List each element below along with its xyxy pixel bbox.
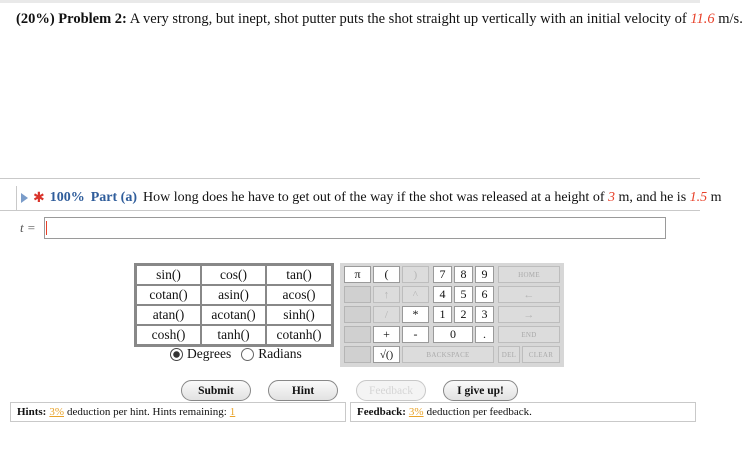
- home-key[interactable]: HOME: [498, 266, 560, 283]
- key-1[interactable]: 1: [433, 306, 452, 323]
- top-divider: [0, 0, 700, 3]
- tall-value: 1.5: [689, 190, 708, 205]
- blank-key-2: [344, 306, 371, 323]
- key-6[interactable]: 6: [475, 286, 494, 303]
- feedback-pct: 3%: [408, 406, 424, 418]
- part-text-c: m: [710, 190, 722, 205]
- part-text-b: m, and he is: [618, 190, 687, 205]
- key-5[interactable]: 5: [454, 286, 473, 303]
- part-label: Part (a): [90, 190, 137, 205]
- fn-tan-button[interactable]: tan(): [266, 265, 332, 285]
- dot-key[interactable]: .: [475, 326, 494, 343]
- answer-input[interactable]: [44, 217, 666, 239]
- fn-cotanh-button[interactable]: cotanh(): [266, 325, 332, 345]
- problem-statement: [16, 11, 743, 28]
- fn-tanh-button[interactable]: tanh(): [201, 325, 266, 345]
- caret-key[interactable]: ^: [402, 286, 429, 303]
- clear-key[interactable]: CLEAR: [522, 346, 560, 363]
- fn-cos-button[interactable]: cos(): [201, 265, 266, 285]
- text-caret: [46, 221, 47, 235]
- fn-asin-button[interactable]: asin(): [201, 285, 266, 305]
- fn-sinh-button[interactable]: sinh(): [266, 305, 332, 325]
- hints-info: [10, 402, 346, 422]
- open-paren-key[interactable]: (: [373, 266, 400, 283]
- hints-remaining: 1: [229, 406, 236, 418]
- multiply-key[interactable]: *: [402, 306, 429, 323]
- key-9[interactable]: 9: [475, 266, 494, 283]
- submit-button[interactable]: Submit: [181, 380, 251, 401]
- slash-key[interactable]: /: [373, 306, 400, 323]
- del-key[interactable]: DEL: [498, 346, 520, 363]
- feedback-info: [350, 402, 696, 422]
- blank-key-3: [344, 326, 371, 343]
- up-arrow-key[interactable]: ↑: [373, 286, 400, 303]
- blank-key-4: [344, 346, 371, 363]
- problem-weight: (20%): [16, 11, 55, 27]
- hints-label: Hints:: [17, 406, 47, 418]
- feedback-label: Feedback:: [357, 406, 406, 418]
- fn-sin-button[interactable]: sin(): [136, 265, 201, 285]
- degrees-radio[interactable]: [170, 348, 183, 361]
- plus-key[interactable]: +: [373, 326, 400, 343]
- angle-mode: [170, 346, 302, 362]
- part-header: [16, 186, 722, 210]
- action-buttons: [0, 377, 700, 401]
- answer-row: [20, 217, 666, 239]
- close-paren-key[interactable]: ): [402, 266, 429, 283]
- number-pad: [340, 263, 564, 367]
- fn-atan-button[interactable]: atan(): [136, 305, 201, 325]
- fn-acotan-button[interactable]: acotan(): [201, 305, 266, 325]
- section-divider: [0, 178, 700, 179]
- hints-text: deduction per hint. Hints remaining:: [67, 406, 227, 418]
- velocity-value: 11.6: [690, 11, 715, 27]
- backspace-key[interactable]: BACKSPACE: [402, 346, 494, 363]
- give-up-button[interactable]: I give up!: [443, 380, 518, 401]
- radians-radio[interactable]: [241, 348, 254, 361]
- fn-cotan-button[interactable]: cotan(): [136, 285, 201, 305]
- hints-pct: 3%: [49, 406, 65, 418]
- pi-key[interactable]: π: [344, 266, 371, 283]
- answer-label: t =: [20, 220, 36, 235]
- sqrt-key[interactable]: √(): [373, 346, 400, 363]
- function-table: [134, 263, 334, 347]
- velocity-unit: m/s.: [718, 11, 743, 27]
- key-4[interactable]: 4: [433, 286, 452, 303]
- function-grid: [134, 263, 334, 347]
- key-0[interactable]: 0: [433, 326, 473, 343]
- feedback-button[interactable]: Feedback: [356, 380, 426, 401]
- problem-label: Problem 2:: [58, 11, 127, 27]
- end-key[interactable]: END: [498, 326, 560, 343]
- play-icon[interactable]: [21, 193, 28, 203]
- part-divider: [0, 210, 700, 211]
- radians-label: Radians: [258, 346, 302, 361]
- feedback-text: deduction per feedback.: [426, 406, 532, 418]
- fn-acos-button[interactable]: acos(): [266, 285, 332, 305]
- minus-key[interactable]: -: [402, 326, 429, 343]
- right-arrow-key[interactable]: →: [498, 306, 560, 323]
- key-7[interactable]: 7: [433, 266, 452, 283]
- height-value: 3: [607, 190, 615, 205]
- fn-cosh-button[interactable]: cosh(): [136, 325, 201, 345]
- calculator-keypad: [134, 263, 564, 367]
- hint-button[interactable]: Hint: [268, 380, 338, 401]
- part-percent: 100%: [49, 190, 85, 205]
- part-text-a: How long does he have to get out of the way if the shot was released at a height of: [143, 190, 605, 205]
- degrees-label: Degrees: [187, 346, 232, 361]
- key-2[interactable]: 2: [454, 306, 473, 323]
- wrong-mark-icon: ✱: [33, 190, 45, 206]
- blank-key-1: [344, 286, 371, 303]
- left-arrow-key[interactable]: ←: [498, 286, 560, 303]
- problem-text: A very strong, but inept, shot putter puts the shot straight up vertically with an initial velocity of: [129, 11, 687, 27]
- key-8[interactable]: 8: [454, 266, 473, 283]
- key-3[interactable]: 3: [475, 306, 494, 323]
